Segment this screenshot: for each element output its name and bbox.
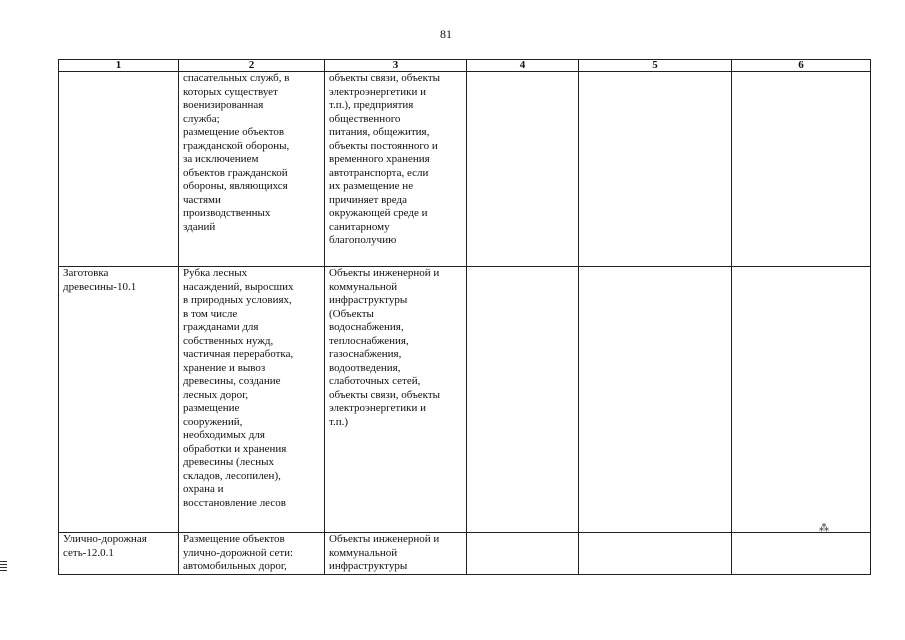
scan-edge-marks xyxy=(0,561,7,573)
table-row xyxy=(59,267,871,533)
page-number: 81 xyxy=(440,27,452,41)
table-row xyxy=(59,533,871,575)
table-cell xyxy=(467,533,579,575)
column-header-4: 4 xyxy=(467,60,579,72)
table-cell: Рубка лесных насаждений, выросших в природных условиях, в том числе гражданами для собственных нужд, частичная переработка, хранение и вывоз древесины, создание лесных дорог, размещение сооружений, необходимых для обработки и хранения древесины (лесных складов, лесопилен), охрана и восстановление лесов xyxy=(179,267,325,533)
table-cell xyxy=(59,72,179,267)
column-header-3: 3 xyxy=(325,60,467,72)
table-cell xyxy=(732,267,871,533)
table-cell xyxy=(579,72,732,267)
table-cell: Заготовка древесины-10.1 xyxy=(59,267,179,533)
table-cell xyxy=(579,533,732,575)
column-header-1: 1 xyxy=(59,60,179,72)
column-header-6: 6 xyxy=(732,60,871,72)
table-cell xyxy=(467,72,579,267)
column-header-5: 5 xyxy=(579,60,732,72)
table-cell xyxy=(467,267,579,533)
land-use-table xyxy=(58,59,871,575)
table-cell: спасательных служб, в которых существует военизированная служба; размещение объектов гражданской обороны, за исключением объектов гражданской обороны, являющихся частями производственных зданий xyxy=(179,72,325,267)
table-cell: Объекты инженерной и коммунальной инфраструктуры (Объекты водоснабжения, теплоснабжения, газоснабжения, водоотведения, слаботочных сетей, объекты связи, объекты электроэнергетики и т.п.) xyxy=(325,267,467,533)
table-cell xyxy=(732,72,871,267)
column-header-2: 2 xyxy=(179,60,325,72)
table-cell: объекты связи, объекты электроэнергетики и т.п.), предприятия общественного питания, общежития, объекты постоянного и временного хранения автотранспорта, если их размещение не причиняет вреда окружающей среде и санитарному благополучию xyxy=(325,72,467,267)
table-cell xyxy=(579,267,732,533)
table-cell: Улично-дорожная сеть-12.0.1 xyxy=(59,533,179,575)
table-cell: Размещение объектов улично-дорожной сети: автомобильных дорог, xyxy=(179,533,325,575)
table-cell xyxy=(732,533,871,575)
scan-speck-icon: ⁂ xyxy=(819,523,829,534)
table-row xyxy=(59,72,871,267)
table-header-row xyxy=(59,60,871,72)
table-cell: Объекты инженерной и коммунальной инфраструктуры xyxy=(325,533,467,575)
